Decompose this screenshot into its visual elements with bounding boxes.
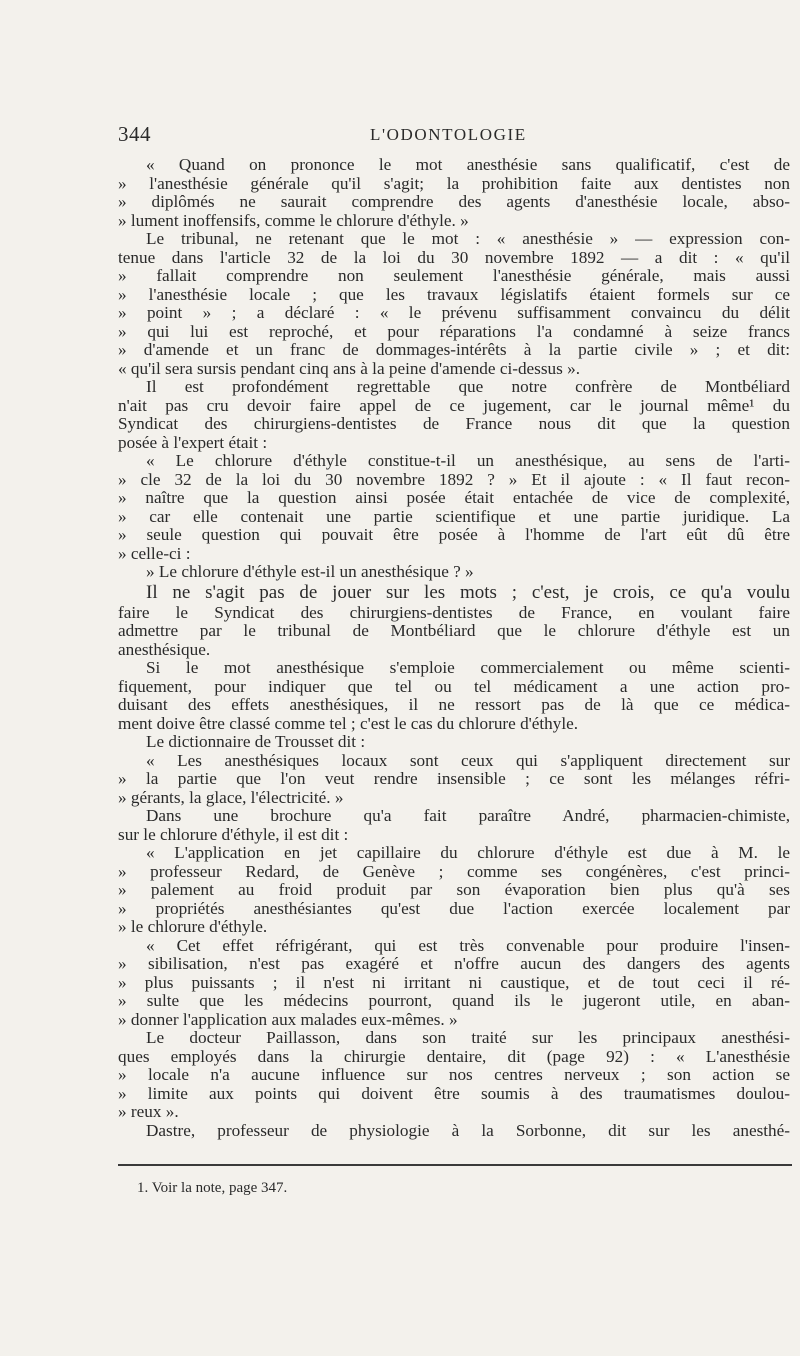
text-line: « Les anesthésiques locaux sont ceux qui s'appliquent directement sur xyxy=(146,750,790,770)
text-line: « Cet effet réfrigérant, qui est très convenable pour produire l'insen- xyxy=(146,935,790,955)
text-line: » naître que la question ainsi posée était entachée de vice de complexité, xyxy=(118,488,790,507)
running-title: L'ODONTOLOGIE xyxy=(370,125,527,144)
text-line: » locale n'a aucune influence sur nos centres nerveux ; son action se xyxy=(118,1065,790,1084)
text-line: ques employés dans la chirurgie dentaire, dit (page 92) : « L'anesthésie xyxy=(118,1046,790,1066)
text-line: » professeur Redard, de Genève ; comme ses congénères, c'est princi- xyxy=(118,861,790,881)
text-line: » le chlorure d'éthyle. xyxy=(118,917,268,936)
text-line: » donner l'application aux malades eux-mêmes. » xyxy=(118,1009,458,1029)
text-line: « Quand on prononce le mot anesthésie sans qualificatif, c'est de xyxy=(146,155,790,174)
text-line: n'ait pas cru devoir faire appel de ce jugement, car le journal même¹ du xyxy=(118,395,790,415)
text-line: » sulte que les médecins pourront, quand ils le jugeront utile, en aban- xyxy=(118,991,790,1010)
text-line: Le tribunal, ne retenant que le mot : « anesthésie » — expression con- xyxy=(146,229,790,248)
page-number: 344 xyxy=(118,122,151,146)
text-line: Il est profondément regrettable que notre confrère de Montbéliard xyxy=(146,377,790,396)
footnote-rule xyxy=(118,1164,792,1166)
text-line: sur le chlorure d'éthyle, il est dit : xyxy=(118,824,349,844)
text-line: admettre par le tribunal de Montbéliard que le chlorure d'éthyle est un xyxy=(118,621,790,640)
text-line: Syndicat des chirurgiens-dentistes de France nous dit que la question xyxy=(118,414,790,433)
text-line: « L'application en jet capillaire du chlorure d'éthyle est due à M. le xyxy=(146,843,790,862)
text-line: Il ne s'agit pas de jouer sur les mots ; c'est, je crois, ce qu'a voulu xyxy=(146,581,790,603)
text-line: » limite aux points qui doivent être soumis à des traumatismes doulou- xyxy=(118,1083,790,1103)
text-line: » seule question qui pouvait être posée à l'homme de l'art eût dû être xyxy=(118,525,790,544)
page-header xyxy=(118,122,800,146)
text-line: ment doive être classé comme tel ; c'est le cas du chlorure d'éthyle. xyxy=(118,713,579,733)
text-line: tenue dans l'article 32 de la loi du 30 novembre 1892 — a dit : « qu'il xyxy=(118,247,790,267)
text-line: » point » ; a déclaré : « le prévenu suffisamment convaincu du délit xyxy=(118,303,790,322)
text-line: » qui lui est reproché, et pour réparations l'a condamné à seize francs xyxy=(118,321,790,341)
text-line: Le dictionnaire de Trousset dit : xyxy=(146,732,366,751)
text-line: » cle 32 de la loi du 30 novembre 1892 ? » Et il ajoute : « Il faut recon- xyxy=(118,469,790,489)
text-line: » fallait comprendre non seulement l'anesthésie générale, mais aussi xyxy=(118,266,790,285)
text-line: » palement au froid produit par son évaporation bien plus qu'à ses xyxy=(118,880,790,899)
text-line: » diplômés ne saurait comprendre des agents d'anesthésie locale, abso- xyxy=(118,192,790,211)
text-line: » la partie que l'on veut rendre insensible ; ce sont les mélanges réfri- xyxy=(118,769,790,788)
text-line: « qu'il sera sursis pendant cinq ans à la peine d'amende ci-dessus ». xyxy=(118,358,581,378)
text-line: » d'amende et un franc de dommages-intérêts à la partie civile » ; et dit: xyxy=(118,340,790,359)
text-line: » Le chlorure d'éthyle est-il un anesthésique ? » xyxy=(146,562,474,581)
text-line: » l'anesthésie locale ; que les travaux législatifs étaient formels sur ce xyxy=(118,284,790,304)
text-line: Dans une brochure qu'a fait paraître André, pharmacien-chimiste, xyxy=(146,806,790,825)
text-line: fiquement, pour indiquer que tel ou tel médicament a une action pro- xyxy=(118,676,790,696)
text-line: Le docteur Paillasson, dans son traité sur les principaux anesthési- xyxy=(146,1028,790,1047)
text-line: » propriétés anesthésiantes qu'est due l'action exercée localement par xyxy=(118,898,790,918)
text-line: » celle-ci : xyxy=(118,543,191,563)
text-line: » plus puissants ; il n'est ni irritant ni caustique, et de tout ceci il ré- xyxy=(118,972,790,992)
body-text xyxy=(118,156,790,1140)
text-line: » l'anesthésie générale qu'il s'agit; la prohibition faite aux dentistes non xyxy=(118,173,790,193)
text-line: » gérants, la glace, l'électricité. » xyxy=(118,787,344,807)
text-line: anesthésique. xyxy=(118,639,211,659)
text-line: posée à l'expert était : xyxy=(118,432,268,452)
text-line: » lument inoffensifs, comme le chlorure d'éthyle. » xyxy=(118,210,469,230)
text-line: faire le Syndicat des chirurgiens-dentistes de France, en voulant faire xyxy=(118,602,790,622)
text-line: » reux ». xyxy=(118,1102,179,1121)
footnote: 1. Voir la note, page 347. xyxy=(137,1180,288,1196)
text-line: Dastre, professeur de physiologie à la Sorbonne, dit sur les anesthé- xyxy=(146,1120,790,1140)
text-line: » car elle contenait une partie scientifique et une partie juridique. La xyxy=(118,506,790,526)
text-line: » sibilisation, n'est pas exagéré et n'offre aucun des dangers des agents xyxy=(118,954,790,973)
text-line: duisant des effets anesthésiques, il ne ressort pas de là que ce médica- xyxy=(118,695,790,714)
text-line: « Le chlorure d'éthyle constitue-t-il un anesthésique, au sens de l'arti- xyxy=(146,451,790,470)
text-line: Si le mot anesthésique s'emploie commercialement ou même scienti- xyxy=(146,658,790,677)
